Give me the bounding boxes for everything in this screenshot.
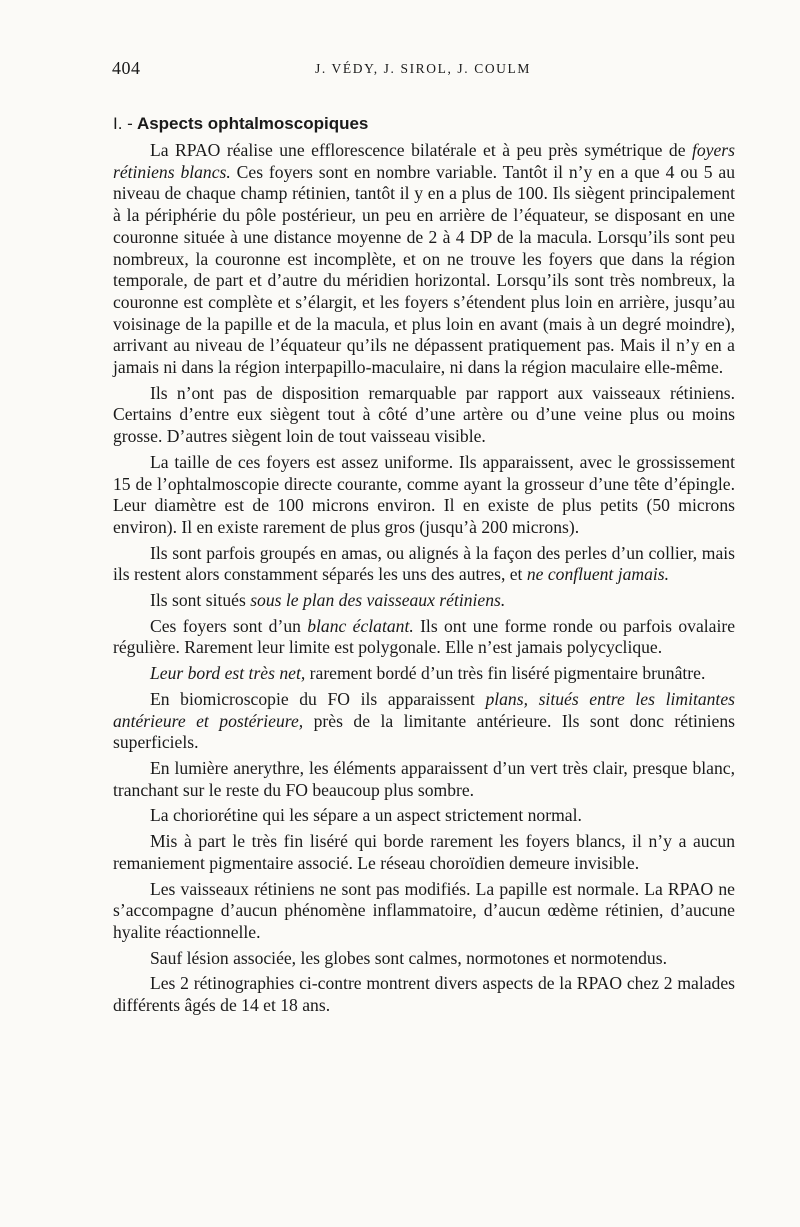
paragraph <box>113 590 735 612</box>
text-run: En lumière anerythre, les éléments apparaissent d’un vert très clair, presque blanc, tranchant sur le reste du FO beaucoup plus sombre. <box>113 757 735 800</box>
paragraph <box>113 616 735 659</box>
paragraph <box>113 758 735 801</box>
text-run: En biomicroscopie du FO ils apparaissent <box>150 688 486 709</box>
text-run: La RPAO réalise une efflorescence bilatérale et à peu près symétrique de <box>150 140 692 160</box>
section-title: Aspects ophtalmoscopiques <box>136 114 369 133</box>
paragraph <box>113 140 735 379</box>
page-number: 404 <box>112 58 141 78</box>
italic-text: sous le plan des vaisseaux rétiniens. <box>250 590 506 611</box>
text-run: rarement bordé d’un très fin liséré pigmentaire brunâtre. <box>305 663 706 684</box>
text-run: Ces foyers sont d’un <box>150 615 308 636</box>
paragraph <box>113 948 735 970</box>
paragraph <box>113 879 735 944</box>
text-run: Mis à part le très fin liséré qui borde rarement les foyers blancs, il n’y a aucun remaniement pigmentaire associé. Le réseau choroïdien demeure invisible. <box>113 831 735 873</box>
italic-text: foyers rétiniens blancs. <box>113 140 735 182</box>
paragraph <box>113 663 735 685</box>
paragraph <box>113 831 735 874</box>
text-run: Ils sont parfois groupés en amas, ou alignés à la façon des perles d’un collier, mais ils restent alors constamment séparés les uns des autres, et <box>113 542 735 585</box>
text-run: Sauf lésion associée, les globes sont calmes, normotones et normotendus. <box>150 947 667 968</box>
paragraph <box>113 543 735 586</box>
text-run: La taille de ces foyers est assez uniforme. Ils apparaissent, avec le grossissement 15 de l’ophtalmoscopie directe courante, comme ayant la grosseur d’une tête d’épingle. Leur diamètre est de 100 microns environ. Il en existe de plus petits (50 microns environ). Il en existe rarement de plus gros (jusqu’à 200 microns). <box>113 451 735 537</box>
article-body <box>113 140 735 1021</box>
text-run: Les vaisseaux rétiniens ne sont pas modifiés. La papille est normale. La RPAO ne s’accompagne d’aucun phénomène inflammatoire, d’aucun œdème rétinien, d’aucune hyalite réactionnelle. <box>113 878 735 942</box>
text-run: Ces foyers sont en nombre variable. Tantôt il n’y en a que 4 ou 5 au niveau de chaque champ rétinien, tantôt il y en a plus de 100. Ils siègent principalement à la périphérie du pôle postérieur, un peu en arrière de l’équateur, se disposant en une couronne située à une distance moyenne de 2 à 4 DP de la macula. Lorsqu’ils sont peu nombreux, la couronne est incomplète, et on ne trouve les foyers que dans la région temporale, de part et d’autre du méridien horizontal. Lorsqu’ils sont très nombreux, la couronne est complète et s’élargit, et les foyers s’étendent plus loin en arrière, jusqu’au voisinage de la papille et de la macula, et plus loin en avant (mais à un degré moindre), arrivant au niveau de l’équateur qu’ils ne dépassent pratiquement pas. Mais il n’y en a jamais ni dans la région interpapillo-maculaire, ni dans la région maculaire elle-même. <box>113 161 735 378</box>
text-run: Ils ont une forme ronde ou parfois ovalaire régulière. Rarement leur limite est polygonale. Elle n’est jamais polycyclique. <box>113 615 736 658</box>
text-run: près de la limitante antérieure. Ils sont donc rétiniens superficiels. <box>113 710 735 753</box>
paragraph <box>113 383 735 448</box>
text-run: Les 2 rétinographies ci-contre montrent divers aspects de la RPAO chez 2 malades différents âgés de 14 et 18 ans. <box>113 973 735 1016</box>
page-header <box>112 58 732 82</box>
italic-text: blanc éclatant. <box>307 615 414 636</box>
paragraph <box>113 973 735 1016</box>
paragraph <box>113 805 735 827</box>
section-heading <box>113 114 368 134</box>
paragraph <box>113 689 735 754</box>
italic-text: Leur bord est très net, <box>150 663 306 684</box>
section-number: I. - <box>113 114 133 133</box>
italic-text: plans, situés entre les limitantes antérieure et postérieure, <box>113 688 735 731</box>
text-run: Ils sont situés <box>150 590 251 611</box>
text-run: Ils n’ont pas de disposition remarquable par rapport aux vaisseaux rétiniens. Certains d’entre eux siègent tout à côté d’une artère ou d’une veine plus ou moins grosse. D’autres siègent loin de tout vaisseau visible. <box>113 382 735 447</box>
running-head-authors: J. VÉDY, J. SIROL, J. COULM <box>315 61 531 76</box>
text-run: La choriorétine qui les sépare a un aspect strictement normal. <box>150 805 582 826</box>
paragraph <box>113 452 735 539</box>
italic-text: ne confluent jamais. <box>526 564 670 585</box>
